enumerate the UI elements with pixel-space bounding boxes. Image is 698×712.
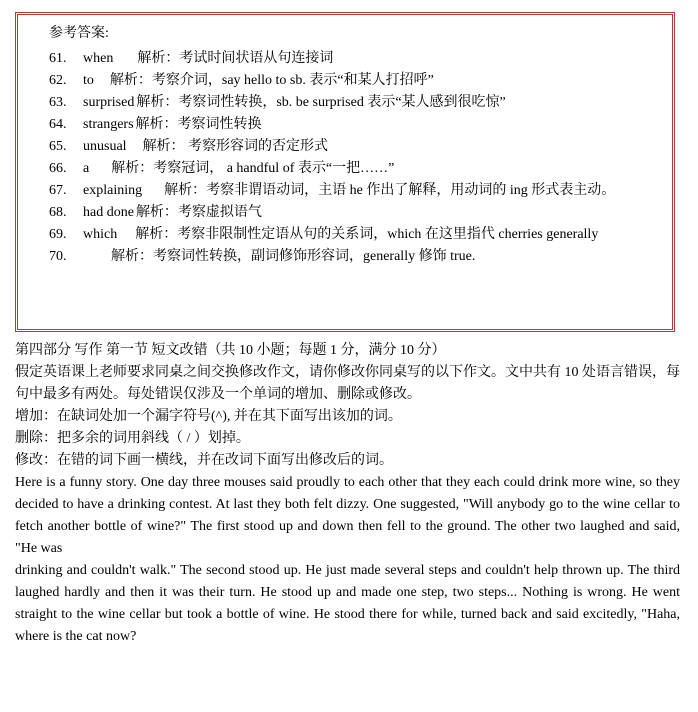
answer-explanation: 解析：考察词性转换，sb. be surprised 表示“某人感到很吃惊”: [136, 95, 506, 111]
answer-word: which: [83, 227, 118, 243]
answer-row-67: [49, 180, 662, 202]
section-instruction: 假定英语课上老师要求同桌之间交换修改作文，请你修改你同桌写的以下作文。文中共有 10 处语言错误，每句中最多有两处。每处错误仅涉及一个单词的增加、删除或修改。: [15, 365, 680, 402]
rule-add: 增加：在缺词处加一个漏字符号(^), 并在其下面写出该加的词。: [15, 409, 402, 424]
answer-row-66: [49, 158, 662, 180]
answer-explanation: 解析：考试时间状语从句连接词: [137, 51, 334, 67]
answer-word: unusual: [83, 139, 127, 155]
answer-word: surprised: [83, 95, 135, 111]
answer-explanation: 解析：考察词性转换: [135, 117, 262, 133]
answer-row-64: [49, 114, 662, 136]
question-number: 63.: [49, 95, 67, 111]
answer-word: explaining: [83, 183, 143, 199]
answer-row-70: [49, 246, 662, 268]
question-number: 67.: [49, 183, 67, 199]
answer-row-65: [49, 136, 662, 158]
answer-explanation: 解析：考察非限制性定语从句的关系词，which 在这里指代 cherries generally: [135, 227, 599, 243]
answer-row-68: [49, 202, 662, 224]
answer-explanation: 解析：考察介词，say hello to sb. 表示“和某人打招呼”: [109, 73, 434, 89]
answer-title: 参考答案:: [49, 26, 109, 41]
answer-row-62: [49, 70, 662, 92]
question-number: 62.: [49, 73, 67, 89]
rule-modify: 修改：在错的词下画一横线，并在改词下面写出修改后的词。: [15, 453, 393, 468]
section-heading: 第四部分 写作 第一节 短文改错（共 10 小题；每题 1 分，满分 10 分）: [15, 343, 446, 358]
question-number: 66.: [49, 161, 67, 177]
answer-row-69: [49, 224, 662, 246]
question-number: 65.: [49, 139, 67, 155]
answer-word: to: [83, 73, 94, 89]
answer-word: had done: [83, 205, 134, 221]
answer-row-63: [49, 92, 662, 114]
question-number: 69.: [49, 227, 67, 243]
story-paragraph-2: drinking and couldn't walk." The second stood up. He just made several steps and couldn't help thrown up. The third laughed hardly and then it was their turn. He stood up and made one step, two steps... Nothing is wrong. He went straight to the wine cellar but took a bottle of wine. He stood there for while, turned back and said excitedly, "Haha, where is the cat now?: [15, 563, 680, 644]
rule-delete: 删除：把多余的词用斜线（ / ）划掉。: [15, 431, 250, 446]
answer-word: when: [83, 51, 114, 67]
question-number: 61.: [49, 51, 67, 67]
question-number: 68.: [49, 205, 67, 221]
answer-explanation: 解析：考察冠词， a handful of 表示“一把……”: [111, 161, 395, 177]
question-number: 64.: [49, 117, 67, 133]
answer-explanation: 解析：考察词性转换，副词修饰形容词，generally 修饰 true.: [111, 249, 476, 265]
question-number: 70.: [49, 249, 67, 265]
answer-list: [49, 48, 662, 268]
answer-word: strangers: [83, 117, 134, 133]
writing-section: [15, 340, 680, 648]
answer-box: [15, 12, 675, 332]
answer-explanation: 解析：考察虚拟语气: [135, 205, 262, 221]
answer-explanation: 解析：考察非谓语动词，主语 he 作出了解释，用动词的 ing 形式表主动。: [164, 183, 616, 199]
story-paragraph-1: Here is a funny story. One day three mouses said proudly to each other that they each could drink more wine, so they decided to have a drinking contest. At last they both felt dizzy. One suggested, "Will anybody go to the wine cellar to fetch another bottle of wine?" The first stood up and down then fell to the ground. The other two laughed and said, "He was: [15, 475, 680, 556]
answer-explanation: 解析： 考察形容词的否定形式: [142, 139, 329, 155]
answer-row-61: [49, 48, 662, 70]
answer-word: a: [83, 161, 90, 177]
